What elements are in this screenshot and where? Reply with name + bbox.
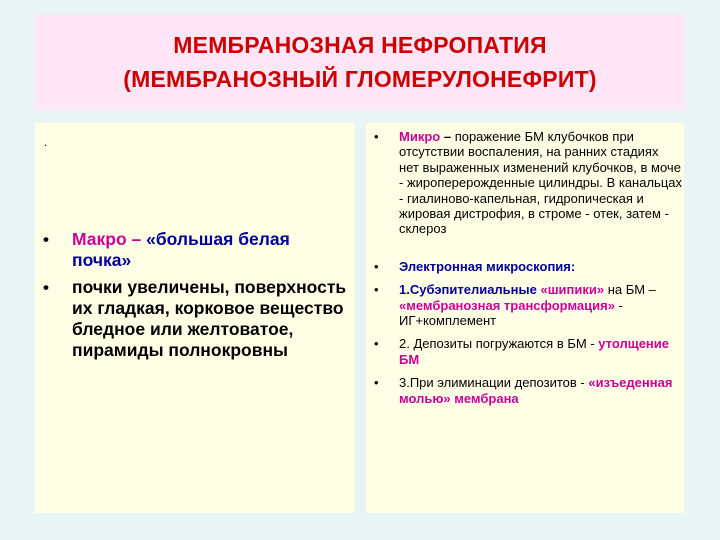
right-item-spikes bbox=[366, 282, 682, 328]
title-box bbox=[35, 14, 685, 110]
bullet-icon: • bbox=[374, 129, 379, 144]
bullet-icon: • bbox=[374, 258, 379, 274]
deposits-prefix: 2. Депозиты погружаются в БМ - bbox=[399, 336, 599, 352]
bullet-icon: • bbox=[374, 282, 379, 298]
bullet-icon: • bbox=[43, 230, 49, 249]
bullet-icon: • bbox=[43, 278, 49, 297]
em-text: Электронная микроскопия: bbox=[399, 258, 576, 274]
title-line-1: МЕМБРАНОЗНАЯ НЕФРОПАТИЯ bbox=[173, 32, 547, 58]
right-list bbox=[366, 129, 682, 406]
right-item-em bbox=[366, 259, 682, 274]
right-panel bbox=[366, 123, 684, 513]
bullet-icon: • bbox=[374, 375, 379, 391]
spikes-prefix: 1.Субэпителиальные bbox=[399, 282, 541, 298]
left-panel bbox=[35, 123, 355, 513]
left-item-description bbox=[35, 277, 347, 361]
micro-text: поражение БМ клубочков при отсутствии воспаления, на ранних стадиях нет выраженных изменений клубочков, в моче - жироперерожденные цилиндры. В канальцах - гиалиново-капельная, гидропическая и жировая дистрофия, в строме - отек, затем - склероз bbox=[399, 129, 683, 237]
right-item-elimination bbox=[366, 375, 682, 406]
spikes-suffix: - ИГ+комплемент bbox=[399, 297, 623, 329]
elimination-emph: «изъеденная молью» мембрана bbox=[399, 375, 673, 406]
left-item-macro bbox=[35, 229, 347, 271]
left-list bbox=[35, 229, 347, 367]
spikes-mid: на БМ – bbox=[604, 282, 656, 298]
right-item-micro bbox=[366, 129, 682, 237]
transform-emph: «мембранозная трансформация» bbox=[399, 297, 615, 313]
title-line-2: (МЕМБРАНОЗНЫЙ ГЛОМЕРУЛОНЕФРИТ) bbox=[123, 66, 597, 92]
description-text: почки увеличены, поверхность их гладкая, корковое вещество бледное или желтоватое, пирамиды полнокровны bbox=[72, 277, 347, 360]
elimination-prefix: 3.При элиминации депозитов - bbox=[399, 375, 589, 391]
macro-label: Макро – bbox=[72, 229, 147, 249]
macro-text: «большая белая почка» bbox=[72, 229, 290, 270]
right-item-deposits bbox=[366, 336, 682, 367]
deposits-emph: утолщение БМ bbox=[399, 336, 669, 367]
left-dot: . bbox=[44, 135, 48, 149]
micro-label: Микро bbox=[399, 129, 441, 144]
bullet-icon: • bbox=[374, 336, 379, 352]
micro-dash: – bbox=[440, 129, 455, 144]
spikes-emph: «шипики» bbox=[540, 282, 605, 298]
